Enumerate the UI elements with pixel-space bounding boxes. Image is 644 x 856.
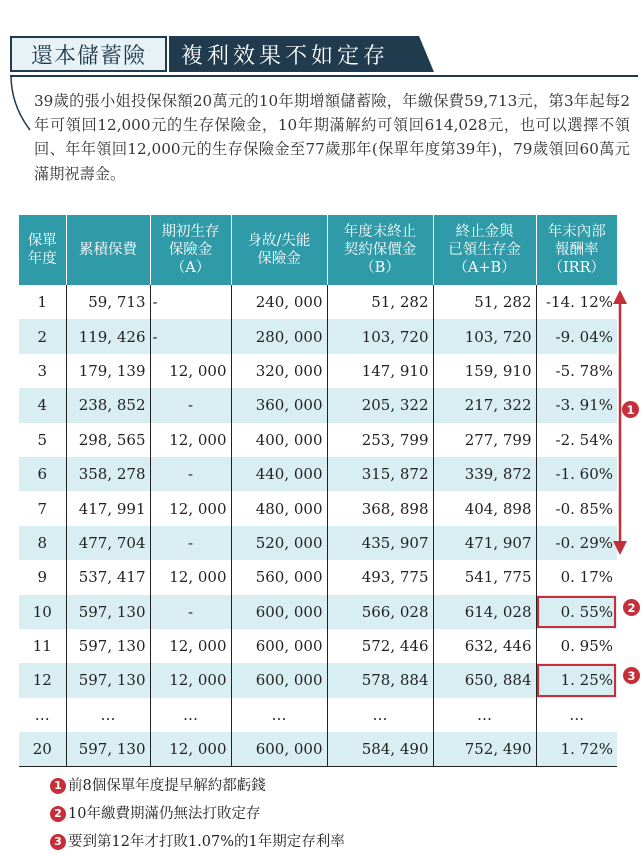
column-header: 終止金與 已領生存金 （A+B） (433, 215, 536, 285)
table-cell: 147, 910 (327, 354, 433, 388)
table-cell: 584, 490 (327, 732, 433, 766)
table-cell: -9. 04% (536, 319, 617, 353)
table-cell: 0. 17% (560, 568, 613, 587)
table-header-row (19, 215, 617, 285)
table-cell: 572, 446 (327, 629, 433, 663)
table-row (19, 595, 617, 629)
table-cell: 315, 872 (327, 457, 433, 491)
article-header (10, 36, 434, 74)
table-row (19, 629, 617, 663)
note-3-text: 要到第12年才打敗1.07%的1年期定存利率 (68, 834, 345, 850)
table-cell: 600, 000 (231, 629, 327, 663)
note-1-text: 前8個保單年度提早解約都虧錢 (68, 778, 266, 794)
table-cell: 600, 000 (231, 595, 327, 629)
table-cell: 3 (19, 354, 66, 388)
table-cell: 0. 95% (560, 637, 613, 656)
table-row (19, 698, 617, 732)
table-cell: 632, 446 (433, 629, 536, 663)
double-arrow-icon (610, 290, 630, 555)
table-row (19, 560, 617, 594)
header-title-left: 還本儲蓄險 (10, 36, 167, 72)
marker-2-icon: 2 (623, 599, 640, 616)
table-cell: - (150, 595, 231, 629)
table-cell: 5 (19, 423, 66, 457)
table-cell: … (231, 698, 327, 732)
table-cell: 159, 910 (433, 354, 536, 388)
table-cell: 7 (19, 491, 66, 525)
table-cell: 600, 000 (231, 732, 327, 766)
table-row (19, 526, 617, 560)
table-cell: 597, 130 (66, 629, 150, 663)
notes-list (50, 772, 345, 856)
table-cell: 119, 426 (66, 319, 150, 353)
table-cell: 358, 278 (66, 457, 150, 491)
table-cell: 10 (19, 595, 66, 629)
column-header: 年度末終止 契約保價金 （B） (327, 215, 433, 285)
table-cell: 280, 000 (231, 319, 327, 353)
table-row (19, 423, 617, 457)
note-1-marker-icon: 1 (50, 778, 66, 794)
table-cell: 339, 872 (433, 457, 536, 491)
table-cell: 12, 000 (150, 423, 231, 457)
table-cell: 12, 000 (150, 354, 231, 388)
table-cell: -0. 85% (555, 499, 613, 518)
table-cell: 217, 322 (433, 388, 536, 422)
table-cell: - (150, 285, 231, 319)
table-cell: 320, 000 (231, 354, 327, 388)
table-cell: … (150, 698, 231, 732)
table-cell: 179, 139 (66, 354, 150, 388)
table-cell: -3. 91% (536, 388, 617, 422)
note-3 (50, 828, 345, 856)
table-cell: 51, 282 (433, 285, 536, 319)
table-cell: 435, 907 (327, 526, 433, 560)
column-header: 年末內部 報酬率 （IRR） (536, 215, 617, 285)
table-cell: … (433, 698, 536, 732)
table-cell: 400, 000 (231, 423, 327, 457)
table-row (19, 491, 617, 525)
table-cell: 578, 884 (327, 663, 433, 697)
note-1 (50, 772, 345, 800)
table-cell: 2 (19, 319, 66, 353)
table-cell: 51, 282 (327, 285, 433, 319)
header-title-right: 複利效果不如定存 (181, 43, 390, 69)
table-cell: 238, 852 (66, 388, 150, 422)
table-cell: 103, 720 (327, 319, 433, 353)
marker-1-icon: 1 (622, 401, 639, 418)
table-cell: 597, 130 (66, 732, 150, 766)
table-row (19, 319, 617, 353)
table-cell: 614, 028 (433, 595, 536, 629)
table-cell: 6 (19, 457, 66, 491)
table-body (19, 285, 617, 766)
column-header: 身故/失能 保險金 (231, 215, 327, 285)
note-2-text: 10年繳費期滿仍無法打敗定存 (68, 806, 261, 822)
table-cell: 471, 907 (433, 526, 536, 560)
table-cell: 360, 000 (231, 388, 327, 422)
table-cell: 600, 000 (231, 663, 327, 697)
table-row (19, 732, 617, 766)
table-cell: 477, 704 (66, 526, 150, 560)
table-cell: - (150, 457, 231, 491)
note-2 (50, 800, 345, 828)
table-cell: 4 (19, 388, 66, 422)
table-cell: 368, 898 (327, 491, 433, 525)
column-header: 累積保費 (66, 215, 150, 285)
table-cell: 537, 417 (66, 560, 150, 594)
table-cell: … (569, 705, 585, 724)
table-cell: 650, 884 (433, 663, 536, 697)
table-cell: 240, 000 (231, 285, 327, 319)
table-cell: … (19, 698, 66, 732)
table-cell: 560, 000 (231, 560, 327, 594)
table-cell: 9 (19, 560, 66, 594)
table-cell: -14. 12% (545, 293, 613, 312)
table-cell: 440, 000 (231, 457, 327, 491)
table-cell: 253, 799 (327, 423, 433, 457)
table-cell: 20 (19, 732, 66, 766)
table-cell: 59, 713 (66, 285, 150, 319)
header-title-right-box (169, 36, 434, 72)
table-cell: - (150, 388, 231, 422)
note-3-marker-icon: 3 (50, 834, 66, 850)
table-cell: 493, 775 (327, 560, 433, 594)
table-cell: 404, 898 (433, 491, 536, 525)
table-cell: 12, 000 (150, 491, 231, 525)
note-2-marker-icon: 2 (50, 806, 66, 822)
policy-table-wrapper (19, 215, 617, 767)
marker-3-icon: 3 (623, 667, 640, 684)
table-cell: 8 (19, 526, 66, 560)
table-cell: 11 (19, 629, 66, 663)
table-cell: 752, 490 (433, 732, 536, 766)
table-cell: 277, 799 (433, 423, 536, 457)
table-cell: 12, 000 (150, 732, 231, 766)
table-row (19, 388, 617, 422)
table-cell: 12, 000 (150, 560, 231, 594)
table-cell: 12, 000 (150, 663, 231, 697)
intro-paragraph: 39歲的張小姐投保保額20萬元的10年期增額儲蓄險，年繳保費59,713元，第3年起每2年可領回12,000元的生存保險金，10年期滿解約可領回614,028元，也可以選擇不領回、年年領回12,000元的生存保險金至77歲那年(保單年度第39年)，79歲領回60萬元滿期祝壽金。 (34, 92, 630, 183)
table-row (19, 285, 617, 319)
header-rule (10, 75, 638, 77)
table-cell: 417, 991 (66, 491, 150, 525)
table-cell: 0. 55% (536, 595, 617, 629)
column-header: 期初生存 保險金 （A） (150, 215, 231, 285)
table-cell: 12, 000 (150, 629, 231, 663)
table-cell: 103, 720 (433, 319, 536, 353)
table-cell: -2. 54% (555, 430, 613, 449)
table-cell: 541, 775 (433, 560, 536, 594)
table-row (19, 457, 617, 491)
table-row (19, 354, 617, 388)
table-cell: 205, 322 (327, 388, 433, 422)
table-row (19, 663, 617, 697)
table-cell: - (150, 319, 231, 353)
table-cell: -5. 78% (555, 361, 613, 380)
column-header: 保單 年度 (19, 215, 66, 285)
table-cell: 520, 000 (231, 526, 327, 560)
table-cell: 1. 25% (536, 663, 617, 697)
table-cell: - (150, 526, 231, 560)
table-cell: 597, 130 (66, 595, 150, 629)
table-cell: 597, 130 (66, 663, 150, 697)
table-cell: … (327, 698, 433, 732)
table-cell: 298, 565 (66, 423, 150, 457)
table-cell: -1. 60% (536, 457, 617, 491)
policy-table (19, 215, 617, 767)
table-cell: 1. 72% (536, 732, 617, 766)
table-cell: 1 (19, 285, 66, 319)
table-cell: 12 (19, 663, 66, 697)
table-cell: 480, 000 (231, 491, 327, 525)
table-cell: … (66, 698, 150, 732)
table-cell: 566, 028 (327, 595, 433, 629)
table-cell: -0. 29% (536, 526, 617, 560)
